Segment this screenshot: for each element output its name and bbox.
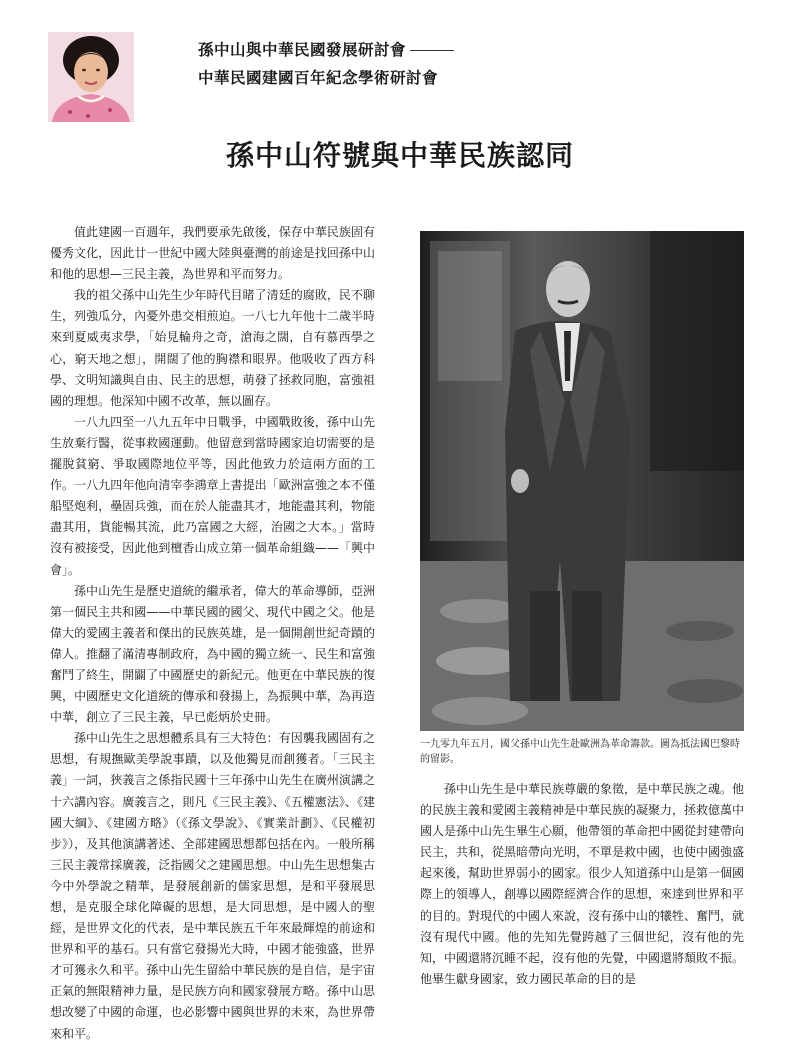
author-portrait bbox=[48, 32, 134, 122]
paragraph: 我的祖父孫中山先生少年時代目睹了清廷的腐敗，民不聊生，列強瓜分，內憂外患交相煎迫。一八七九年他十二歲半時來到夏威夷求學，「始見輪舟之奇，滄海之闊，自有慕西學之心，窮天地之想」，開闊了他的胸襟和眼界。他吸收了西方科學、文明知識與自由、民主的思想，萌發了拯救同胞，富強祖國的理想。他深知中國不改革，無以圖存。 bbox=[50, 288, 375, 408]
paragraph: 孫中山先生是中華民族尊嚴的象徵，是中華民族之魂。他的民族主義和愛國主義精神是中華民族的凝聚力，拯救億萬中國人是孫中山先生畢生心願，他帶領的革命把中國從封建帶向民主，共和，從黑暗帶向光明，不單是救中國，也使中國強盛起來後，幫助世界弱小的國家。很少人知道孫中山是第一個國際上的領導人，創導以國際經濟合作的思想，來達到世界和平的目的。對現代的中國人來說，沒有孫中山的犧牲、奮鬥，就沒有現代中國。他的先知先覺跨越了三個世紀，沒有他的先知，中國還將沉睡不起，沒有他的先覺，中國還將頹敗不振。他畢生獻身國家，致力國民革命的目的是 bbox=[420, 782, 745, 986]
conference-title-1-text: 孫中山與中華民國發展研討會 bbox=[198, 41, 407, 59]
paragraph: 一八九四至一八九五年中日戰爭，中國戰敗後，孫中山先生放棄行醫，從事救國運動。他留意到當時國家迫切需要的是擺脫貧窮、爭取國際地位平等，因此他致力於這兩方面的工作。一八九四年他向清宰李鴻章上書提出「歐洲富強之本不僅船堅炮利，壘固兵強，而在於人能盡其才，地能盡其利，物能盡其用，貨能暢其流，此乃富國之大經，治國之大本。」當時沒有被接受，因此他到檀香山成立第一個革命組織——「興中會」。 bbox=[50, 414, 375, 577]
paragraph: 值此建國一百週年，我們要承先啟後，保存中華民族固有優秀文化，因此廿一世紀中國大陸與臺灣的前途是找回孫中山和他的思想—三民主義，為世界和平而努力。 bbox=[50, 225, 375, 282]
title-rule bbox=[410, 50, 454, 51]
photo-caption: 一九零九年五月，國父孫中山先生赴歐洲為革命籌款。圖為抵法國巴黎時的留影。 bbox=[420, 739, 740, 765]
left-column bbox=[50, 222, 375, 1045]
historical-photo bbox=[420, 231, 744, 731]
paragraph: 孫中山先生是歷史道統的繼承者，偉大的革命導師，亞洲第一個民主共和國——中華民國的國父、現代中國之父。他是偉大的愛國主義者和傑出的民族英雄，是一個開創世紀奇蹟的偉人。推翻了滿清專制政府，為中國的獨立統一、民生和富強奮鬥了終生，開闢了中國歷史的新紀元。他更在中華民族的復興，中國歷史文化道統的傳承和發揚上，為振興中華，為再造中華，創立了三民主義，早已彪炳於史冊。 bbox=[50, 583, 375, 725]
right-column bbox=[420, 779, 744, 990]
paragraph: 孫中山先生之思想體系具有三大特色：有因襲我國固有之思想，有規撫歐美學說事蹟，以及他獨見而創獲者。「三民主義」一詞，狹義言之係指民國十三年孫中山先生在廣州演講之十六講內容。廣義言之，則凡《三民主義》、《五權憲法》、《建國大綱》、《建國方略》（《孫文學說》、《實業計劃》、《民權初步》），及其他演講著述、全部建國思想都包括在內。一般所稱三民主義常採廣義，泛指國父之建國思想。中山先生思想集古今中外學說之精華，是發展創新的儒家思想，是和平發展思想，是克服全球化障礙的思想，是大同思想，是中國人的聖經，是世界文化的代表，是中華民族五千年來最輝煌的前途和世界和平的基石。只有當它發揚光大時，中國才能強盛，世界才可獲永久和平。孫中山先生留給中華民族的是自信，是宇宙正氣的無限精神力量，是民族方向和國家發展方略。孫中山思想改變了中國的命運，也必影響中國與世界的未來，為世界帶來和平。 bbox=[50, 731, 375, 1041]
conference-title-2: 中華民國建國百年紀念學術研討會 bbox=[198, 69, 439, 87]
conference-title-1 bbox=[198, 38, 454, 60]
article-title: 孫中山符號與中華民族認同 bbox=[225, 139, 574, 172]
